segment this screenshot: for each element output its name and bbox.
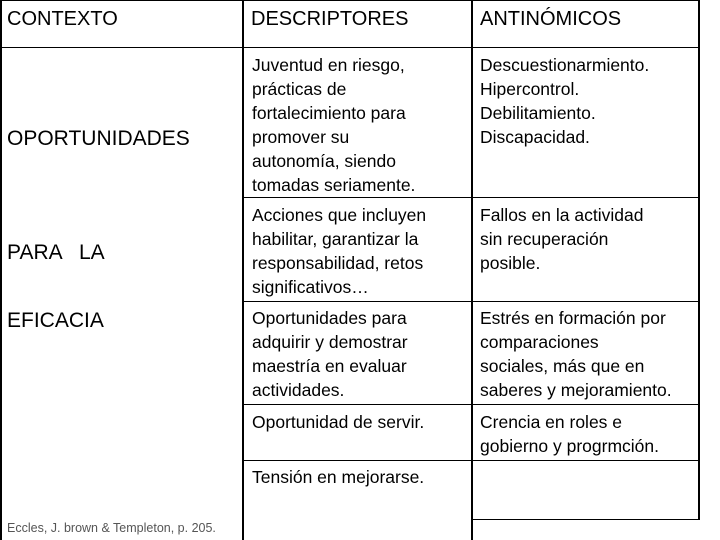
table-divider-descriptors [471,0,473,540]
antinomico-row-4: Crencia en roles e gobierno y progrmción. [480,412,659,456]
row-1-bottom-border [243,197,700,198]
descriptor-row-5: Tensión en mejorarse. [252,467,425,487]
table-divider-context [242,0,244,540]
row-4-bottom-border [243,460,700,461]
descriptor-row-2: Acciones que incluyen habilitar, garantizar la responsabilidad, retos significativos… [252,205,427,297]
descriptor-row-3: Oportunidades para adquirir y demostrar maestría en evaluar actividades. [252,308,408,400]
table-border-left [0,0,2,540]
antinomico-row-1: Descuestionarmiento. Hipercontrol. Debilitamiento. Discapacidad. [480,55,650,147]
antinomico-row-2: Fallos en la actividad sin recuperación posible. [480,205,644,273]
context-label-para-la: PARA LA [7,241,105,264]
table-border-right [698,0,700,520]
antinomico-row-3: Estrés en formación por comparaciones sociales, más que en saberes y mejoramiento. [480,308,672,400]
header-bottom-border [0,47,700,48]
context-label-oportunidades: OPORTUNIDADES [7,127,190,150]
row-3-bottom-border [243,404,700,405]
descriptor-row-1: Juventud en riesgo, prácticas de fortalecimiento para promover su autonomía, siendo tomadas seriamente. [252,55,416,195]
header-contexto: CONTEXTO [7,8,118,30]
row-2-bottom-border [243,301,700,302]
header-antinomicos: ANTINÓMICOS [480,8,622,30]
header-descriptores: DESCRIPTORES [251,8,409,30]
table-bottom-border-right [471,519,700,520]
context-label-eficacia: EFICACIA [7,309,104,332]
header-top-border [0,0,700,1]
source-citation: Eccles, J. brown & Templeton, p. 205. [7,521,216,535]
descriptor-row-4: Oportunidad de servir. [252,412,425,432]
